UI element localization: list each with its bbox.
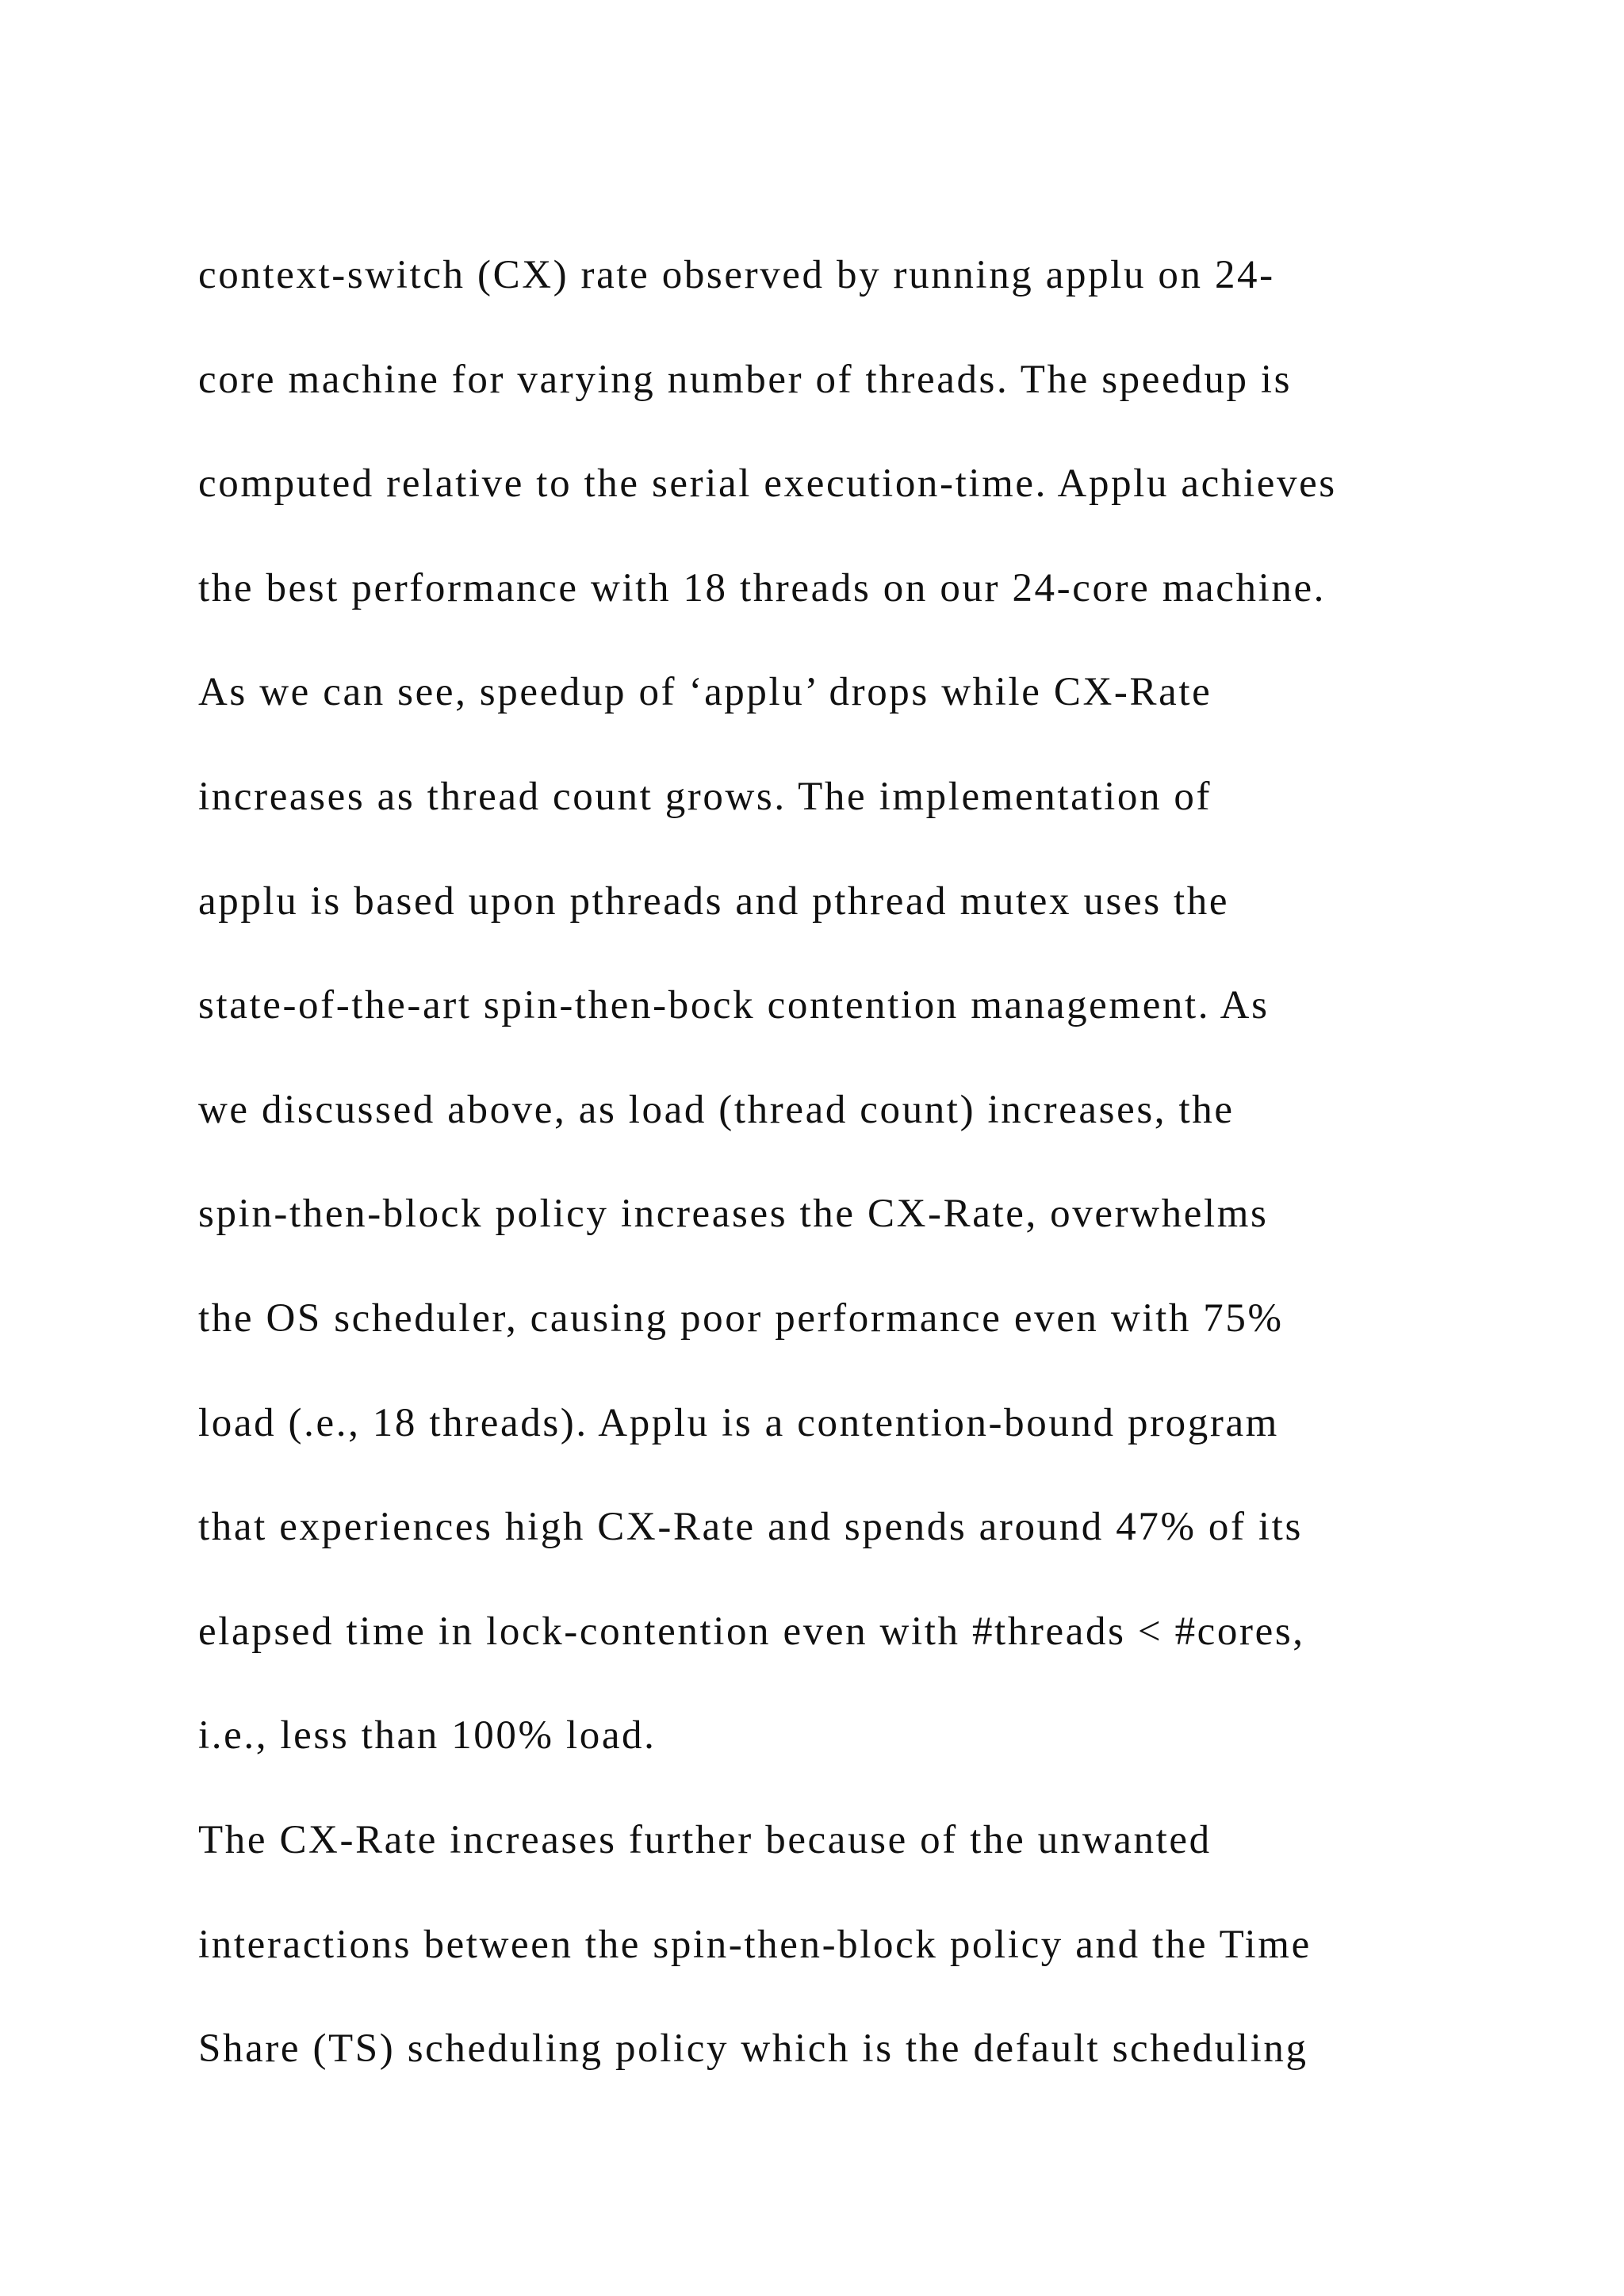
text-line: spin-then-block policy increases the CX-Rate, overwhelms (198, 1192, 1269, 1237)
text-line: interactions between the spin-then-block policy and the Time (198, 1922, 1312, 1967)
body-text (198, 243, 1546, 2122)
text-line: elapsed time in lock-contention even with #threads < #cores, (198, 1609, 1305, 1654)
text-line: the best performance with 18 threads on our 24-core machine. (198, 565, 1327, 610)
text-line: context-switch (CX) rate observed by running applu on 24- (198, 253, 1275, 297)
text-line: the OS scheduler, causing poor performance even with 75% (198, 1295, 1284, 1341)
text-line: increases as thread count grows. The implementation of (198, 774, 1212, 819)
text-line: core machine for varying number of threads. The speedup is (198, 357, 1293, 402)
text-line: we discussed above, as load (thread count) increases, the (198, 1087, 1235, 1132)
text-line: As we can see, speedup of ‘applu’ drops while CX-Rate (198, 670, 1212, 715)
text-line: state-of-the-art spin-then-bock contention management. As (198, 983, 1270, 1028)
text-line: Share (TS) scheduling policy which is the default scheduling (198, 2026, 1308, 2072)
text-line: load (.e., 18 threads). Applu is a contention-bound program (198, 1400, 1279, 1445)
text-line: applu is based upon pthreads and pthread mutex uses the (198, 878, 1230, 924)
text-line: that experiences high CX-Rate and spends around 47% of its (198, 1505, 1303, 1550)
text-line: computed relative to the serial execution-time. Applu achieves (198, 461, 1337, 507)
text-line: The CX-Rate increases further because of the unwanted (198, 1817, 1212, 1862)
text-line: i.e., less than 100% load. (198, 1713, 657, 1758)
